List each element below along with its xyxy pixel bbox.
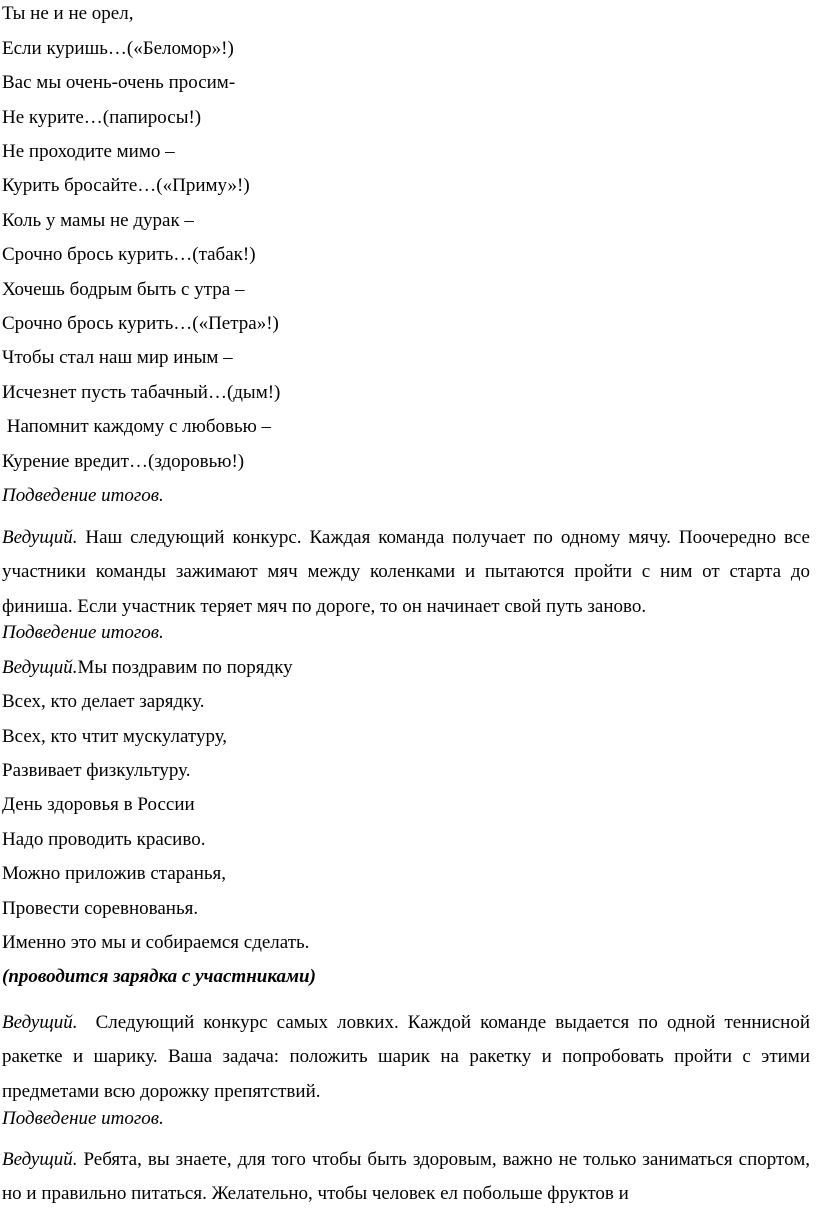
greeting-line: Надо проводить красиво. (2, 829, 206, 850)
summary-heading: Подведение итогов. (2, 1108, 164, 1129)
summary-heading: Подведение итогов. (2, 485, 164, 506)
host-label: Ведущий. (2, 657, 78, 678)
poem-line: Курить бросайте…(«Приму»!) (2, 175, 250, 196)
greeting-line: Всех, кто чтит мускулатуру, (2, 726, 228, 747)
greeting-line: Можно приложив старанья, (2, 863, 227, 884)
host-label: Ведущий. (2, 1012, 78, 1033)
ball-contest-text: Наш следующий конкурс. Каждая команда получает по одному мячу. Поочередно все участники команды зажимают мяч между коленками и пытаются пройти с ним от старта до финиша. Если участник теряет мяч по дороге, то он начинает свой путь заново. (2, 527, 810, 617)
exercise-note: (проводится зарядка с участниками) (2, 966, 316, 987)
poem-line: Срочно брось курить…(табак!) (2, 244, 256, 265)
poem-line: Если куришь…(«Беломор»!) (2, 38, 234, 59)
poem-line: Коль у мамы не дурак – (2, 210, 194, 231)
ball-contest-paragraph (2, 521, 810, 624)
greeting-line: Именно это мы и собираемся сделать. (2, 932, 310, 953)
greeting-line: День здоровья в России (2, 794, 195, 815)
poem-line: Хочешь бодрым быть с утра – (2, 279, 245, 300)
tennis-contest-text: Следующий конкурс самых ловких. Каждой команде выдается по одной теннисной ракетке и шарику. Ваша задача: положить шарик на ракетку и попробовать пройти с этими предметами всю дорожку препятствий. (2, 1012, 815, 1102)
greeting-text: Мы поздравим по порядку (77, 657, 293, 678)
greeting-line: Развивает физкультуру. (2, 760, 191, 781)
greeting-line: Всех, кто делает зарядку. (2, 691, 205, 712)
greeting-line: Провести соревнованья. (2, 898, 199, 919)
nutrition-text: Ребята, вы знаете, для того чтобы быть здоровым, важно не только заниматься спортом, но и правильно питаться. Желательно, чтобы человек ел побольше фруктов и (2, 1149, 810, 1205)
poem-line: Чтобы стал наш мир иным – (2, 347, 233, 368)
poem-line: Вас мы очень-очень просим- (2, 72, 236, 93)
host-label: Ведущий. (2, 1149, 78, 1170)
poem-line: Исчезнет пусть табачный…(дым!) (2, 382, 281, 403)
tennis-contest-paragraph (2, 1006, 815, 1109)
poem-line: Напомнит каждому с любовью – (2, 416, 272, 437)
poem-line: Ты не и не орел, (2, 3, 134, 24)
nutrition-paragraph (2, 1143, 810, 1212)
poem-line: Срочно брось курить…(«Петра»!) (2, 313, 279, 334)
poem-line: Не курите…(папиросы!) (2, 107, 202, 128)
poem-line: Не проходите мимо – (2, 141, 175, 162)
poem-line: Курение вредит…(здоровью!) (2, 451, 245, 472)
summary-heading: Подведение итогов. (2, 622, 164, 643)
greeting-first-line (2, 656, 293, 680)
host-label: Ведущий. (2, 527, 78, 548)
